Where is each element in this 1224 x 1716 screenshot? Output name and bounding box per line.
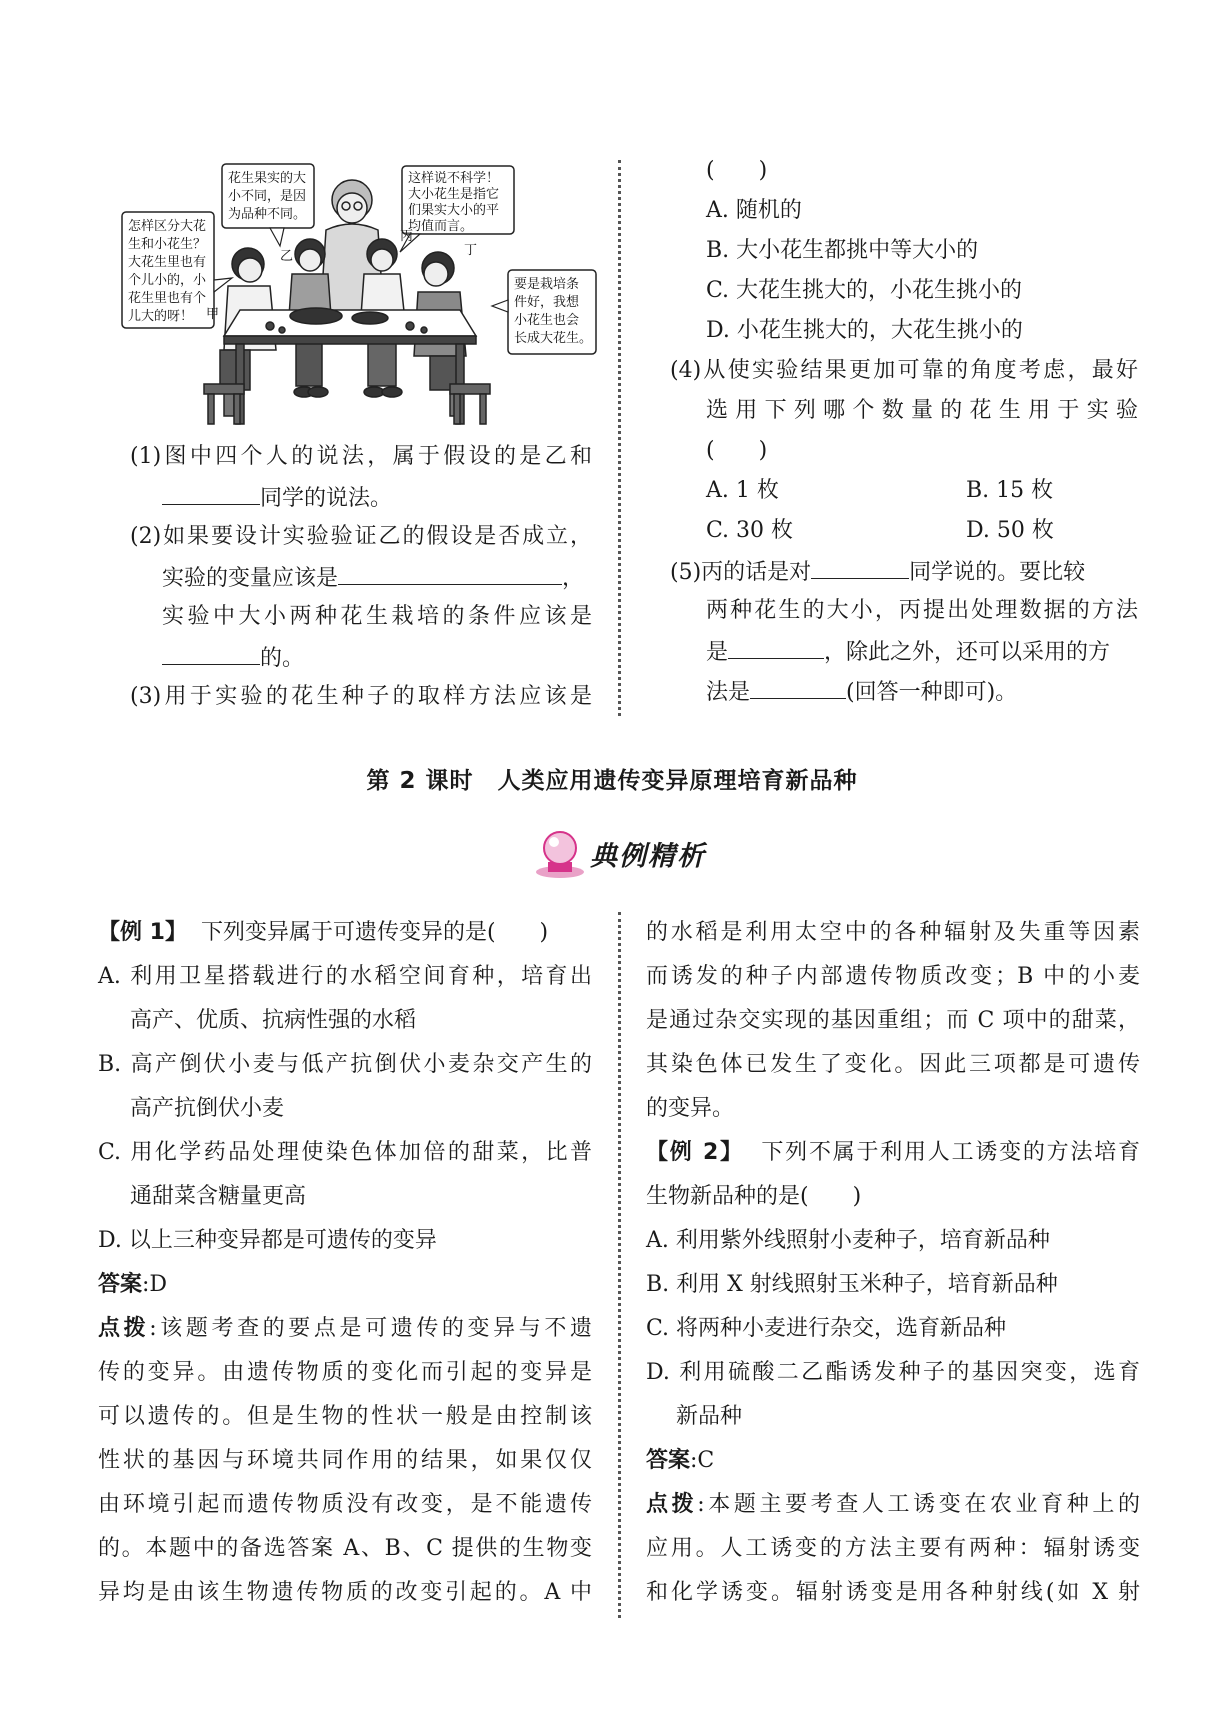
- example1-option-a-line1[interactable]: A. 利用卫星搭载进行的水稻空间育种，培育出: [98, 964, 592, 989]
- example1-stem-text: 下列变异属于可遗传变异的是( ): [200, 920, 549, 945]
- column-divider-top: [618, 160, 621, 716]
- bubble-jia-line: 花生里也有个: [128, 291, 207, 306]
- tip-text: :该题考查的要点是可遗传的变异与不遗: [149, 1316, 592, 1341]
- speech-bubble-ding: [492, 270, 596, 354]
- label-ding: 丁: [464, 243, 478, 258]
- example2-label: 【例 2】: [646, 1140, 744, 1165]
- example2-answer: [646, 1446, 714, 1476]
- q5-line2: 两种花生的大小，丙提出处理数据的方法: [706, 598, 1138, 623]
- q3-option-c[interactable]: C. 大花生挑大的，小花生挑小的: [706, 278, 1023, 303]
- q5-line1: [670, 556, 1085, 588]
- example1-tip-continued: 是通过杂交实现的基因重组；而 C 项中的甜菜，: [646, 1008, 1140, 1033]
- q5-line3-text: 是: [706, 640, 729, 665]
- example1-tip-continued: 的水稻是利用太空中的各种辐射及失重等因素: [646, 920, 1140, 945]
- example2-stem-line2: 生物新品种的是( ): [646, 1184, 862, 1209]
- bubble-jia-line: 个儿小的，小: [128, 273, 207, 288]
- example1-tip-line: 异均是由该生物遗传物质的改变引起的。A 中: [98, 1580, 592, 1605]
- example1-option-a-line2: 高产、优质、抗病性强的水稻: [130, 1008, 417, 1033]
- q3-option-b[interactable]: B. 大小花生都挑中等大小的: [706, 238, 979, 263]
- q1-line2: [162, 482, 392, 514]
- bubble-bing-line: 们果实大小的平: [408, 203, 500, 218]
- column-divider-bottom: [618, 912, 621, 1618]
- q2-line4: [162, 642, 304, 674]
- example1-tip-line: 传的变异。由遗传物质的变化而引起的变异是: [98, 1360, 592, 1385]
- example2-tip-line: 应用。人工诱变的方法主要有两种：辐射诱变: [646, 1536, 1140, 1561]
- bubble-jia-line: 儿大的呀！: [128, 309, 194, 324]
- bubble-bing-line: 大小花生是指它: [408, 187, 500, 202]
- bubble-ding-line: 件好，我想: [514, 295, 580, 310]
- tip-text: :本题主要考查人工诱变在农业育种上的: [697, 1492, 1140, 1517]
- bubble-jia-line: 大花生里也有: [128, 255, 207, 270]
- example2-option-c[interactable]: C. 将两种小麦进行杂交，选育新品种: [646, 1316, 1007, 1341]
- example1-tip-line: 由环境引起而遗传物质没有改变，是不能遗传: [98, 1492, 592, 1517]
- q4-line2: 选用下列哪个数量的花生用于实验: [706, 398, 1138, 423]
- answer-value: :C: [690, 1448, 715, 1473]
- banner-label: 典例精析: [590, 841, 706, 872]
- q2-line2-comma: ，: [562, 566, 585, 591]
- q5-line3: [706, 636, 1110, 668]
- example2-stem: [646, 1138, 1140, 1168]
- q1-line1: (1)图中四个人的说法，属于假设的是乙和: [130, 444, 592, 469]
- crystal-ball-icon: [530, 828, 590, 880]
- bubble-bing-line: 均值而言。: [408, 219, 474, 234]
- svg-text:花生果实的大小不同，是因为品种不同。: [228, 170, 306, 222]
- example2-option-a[interactable]: A. 利用紫外线照射小麦种子，培育新品种: [646, 1228, 1050, 1253]
- tip-label: 点拨: [646, 1492, 698, 1517]
- peanut-discussion-illustration: [120, 160, 600, 430]
- example1-tip-continued: 的变异。: [646, 1096, 735, 1121]
- q2-line4-text: 的。: [260, 646, 305, 671]
- answer-blank[interactable]: [162, 642, 260, 665]
- q4-option-b[interactable]: B. 15 枚: [966, 478, 1054, 503]
- answer-blank[interactable]: [338, 562, 562, 585]
- q4-option-d[interactable]: D. 50 枚: [966, 518, 1054, 543]
- q4-line1: (4)从使实验结果更加可靠的角度考虑，最好: [670, 358, 1138, 383]
- speech-bubble-yi: [222, 164, 314, 246]
- q5-line1-text: 同学说的。要比较: [909, 560, 1086, 585]
- label-bing: 丙: [400, 229, 414, 244]
- example2-option-d-line1[interactable]: D. 利用硫酸二乙酯诱发种子的基因突变，选育: [646, 1360, 1140, 1385]
- answer-blank[interactable]: [162, 482, 260, 505]
- q2-line3: 实验中大小两种花生栽培的条件应该是: [162, 604, 592, 629]
- bubble-jia-line: 生和小花生？: [128, 237, 207, 252]
- q3-option-a[interactable]: A. 随机的: [706, 198, 802, 223]
- example1-tip-continued: 其染色体已发生了变化。因此三项都是可遗传: [646, 1052, 1140, 1077]
- example2-tip-line: [646, 1490, 1140, 1520]
- example1-option-c-line2: 通甜菜含糖量更高: [130, 1184, 307, 1209]
- answer-blank[interactable]: [728, 636, 824, 659]
- bubble-ding-line: 长成大花生。: [514, 331, 593, 346]
- example2-option-b[interactable]: B. 利用 X 射线照射玉米种子，培育新品种: [646, 1272, 1058, 1297]
- q5-line1-text: (5)丙的话是对: [670, 560, 812, 585]
- example1-answer: [98, 1270, 167, 1300]
- answer-blank[interactable]: [811, 556, 909, 579]
- q4-option-a[interactable]: A. 1 枚: [706, 478, 779, 503]
- bubble-yi-line: 花生果实的大: [228, 171, 307, 186]
- example1-tip-line: [98, 1314, 592, 1344]
- example1-tip-line: 性状的基因与环境共同作用的结果，如果仅仅: [98, 1448, 592, 1473]
- example-analysis-banner: [530, 828, 706, 880]
- answer-blank[interactable]: [750, 676, 846, 699]
- q5-line4-text: (回答一种即可)。: [846, 680, 1018, 705]
- example1-stem: [98, 918, 548, 948]
- example1-tip-line: 的。本题中的备选答案 A、B、C 提供的生物变: [98, 1536, 592, 1561]
- bubble-bing-line: 这样说不科学！: [408, 171, 500, 186]
- speech-bubble-bing: [400, 166, 514, 252]
- example1-option-d-line1[interactable]: D. 以上三种变异都是可遗传的变异: [98, 1228, 437, 1253]
- bubble-yi-line: 为品种不同。: [228, 207, 307, 222]
- answer-label: 答案: [646, 1448, 691, 1473]
- example1-label: 【例 1】: [98, 920, 187, 945]
- q4-option-c[interactable]: C. 30 枚: [706, 518, 794, 543]
- example2-tip-line: 和化学诱变。辐射诱变是用各种射线(如 X 射: [646, 1580, 1140, 1605]
- q1-line2-text: 同学的说法。: [260, 486, 393, 511]
- section-title: 第 2 课时 人类应用遗传变异原理培育新品种: [366, 768, 858, 794]
- tip-label: 点拨: [98, 1316, 150, 1341]
- bubble-jia-line: 怎样区分大花: [128, 219, 207, 234]
- example2-stem-text: 下列不属于利用人工诱变的方法培育: [761, 1140, 1140, 1165]
- q4-paren: ( ): [706, 438, 768, 463]
- q5-line4: [706, 676, 1017, 708]
- example1-option-b-line2: 高产抗倒伏小麦: [130, 1096, 285, 1121]
- q2-line2-text: 实验的变量应该是: [162, 566, 339, 591]
- example1-tip-continued: 而诱发的种子内部遗传物质改变；B 中的小麦: [646, 964, 1140, 989]
- q5-line4-text: 法是: [706, 680, 751, 705]
- example1-option-b-line1[interactable]: B. 高产倒伏小麦与低产抗倒伏小麦杂交产生的: [98, 1052, 592, 1077]
- q2-line2: [162, 562, 584, 594]
- q3-option-d[interactable]: D. 小花生挑大的，大花生挑小的: [706, 318, 1023, 343]
- label-jia: 甲: [206, 307, 220, 322]
- q2-line1: (2)如果要设计实验验证乙的假设是否成立，: [130, 524, 592, 549]
- answer-value: :D: [142, 1272, 168, 1297]
- example1-option-c-line1[interactable]: C. 用化学药品处理使染色体加倍的甜菜，比普: [98, 1140, 592, 1165]
- bubble-ding-line: 小花生也会: [514, 313, 580, 328]
- example1-tip-line: 可以遗传的。但是生物的性状一般是由控制该: [98, 1404, 592, 1429]
- label-yi: 乙: [280, 249, 294, 264]
- q5-line3-text: ，除此之外，还可以采用的方: [824, 640, 1111, 665]
- q3-line1: (3)用于实验的花生种子的取样方法应该是: [130, 684, 592, 709]
- example2-option-d-line2: 新品种: [676, 1404, 743, 1429]
- bubble-ding-line: 要是栽培条: [514, 277, 580, 292]
- bubble-yi-line: 小不同，是因: [228, 189, 307, 204]
- answer-label: 答案: [98, 1272, 143, 1297]
- q3-paren: ( ): [706, 158, 768, 183]
